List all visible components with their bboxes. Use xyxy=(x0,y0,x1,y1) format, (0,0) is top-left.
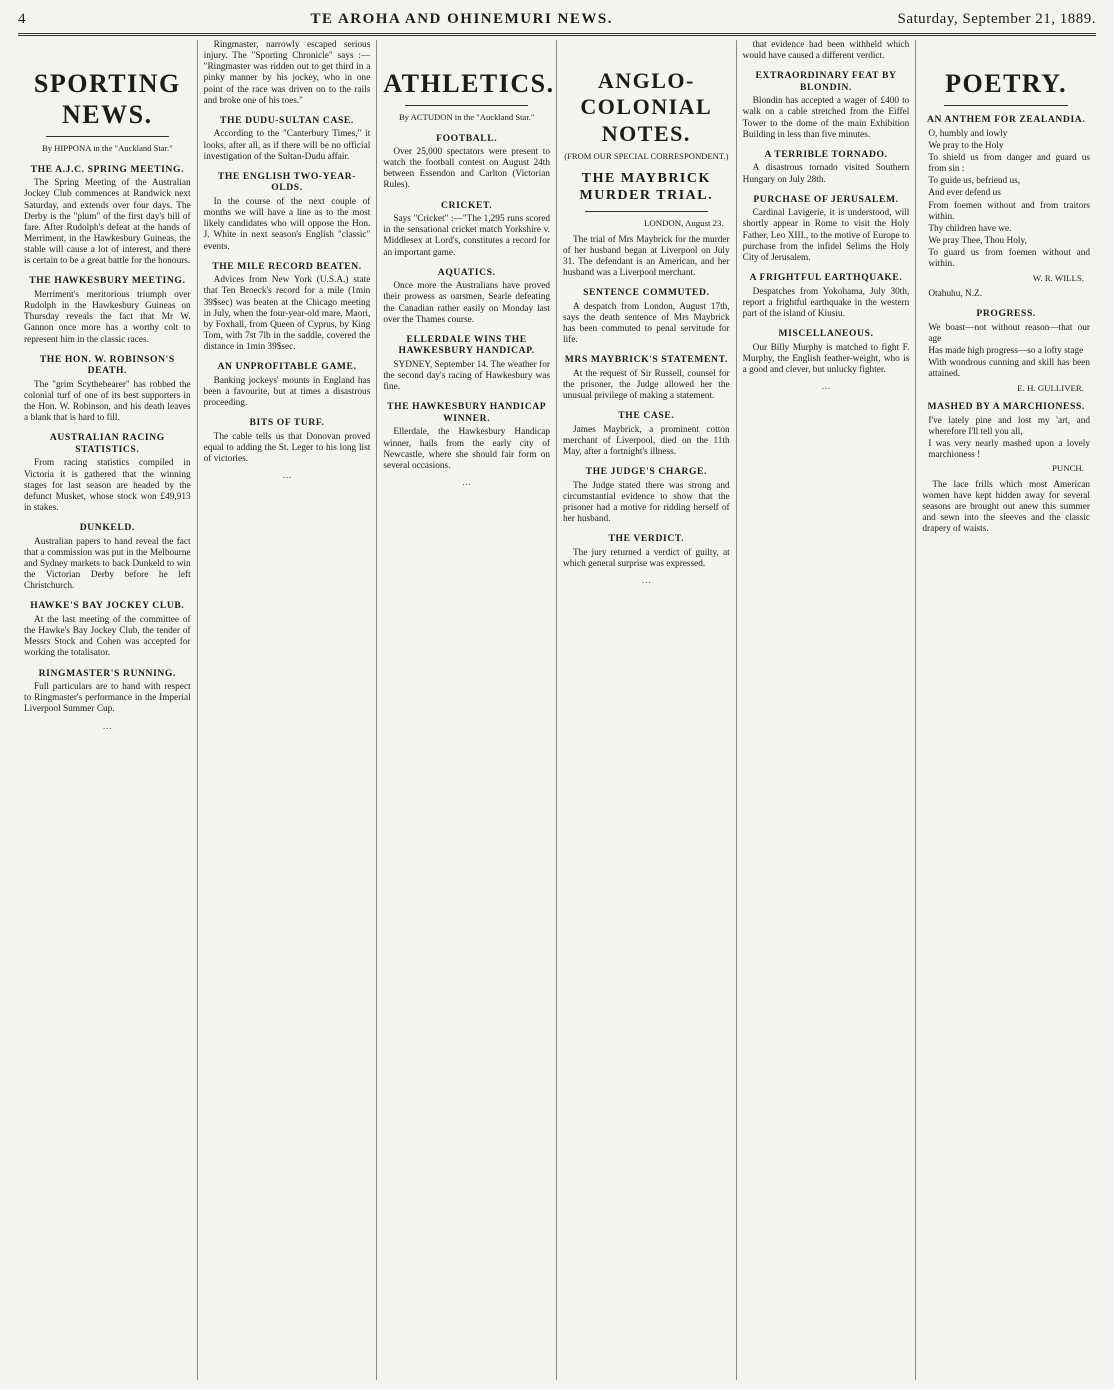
dateline: LONDON, August 23. xyxy=(643,218,724,229)
article-columns xyxy=(18,40,1096,1380)
section-title: THE HAWKESBURY MEETING. xyxy=(29,275,186,287)
racing-section-6 xyxy=(204,417,371,465)
section-text: Ringmaster, narrowly escaped serious injury. The "Sporting Chronicle" says :— "Ringmaster was ridden out to get third in a pinky manner by his jockey, who in one point of the race was driven on to the rails and broke one of his toes." xyxy=(203,40,371,106)
news-section-4 xyxy=(743,194,910,264)
continued-marker: … xyxy=(821,381,831,392)
divider xyxy=(405,105,528,106)
anglo-subheading: (FROM OUR SPECIAL CORRESPONDENT.) xyxy=(564,151,729,162)
poem-title: AN ANTHEM FOR ZEALANDIA. xyxy=(927,114,1086,126)
poem-line: O, humbly and lowly xyxy=(928,128,1008,139)
section-title: MRS MAYBRICK'S STATEMENT. xyxy=(564,354,728,366)
section-title: ELLERDALE WINS THE HAWKESBURY HANDICAP. xyxy=(398,333,535,357)
news-section-2 xyxy=(743,70,910,141)
continued-marker: … xyxy=(282,471,292,482)
section-text: Says "Cricket" :—"The 1,295 runs scored in the sensational cricket match Yorkshire v. Middlesex at Lord's, constitutes a record for an important game. xyxy=(383,214,550,258)
section-title: AQUATICS. xyxy=(437,266,496,278)
divider xyxy=(585,211,708,212)
section-text: SYDNEY, September 14. The weather for the second day's racing of Hawkesbury was fine. xyxy=(383,359,550,393)
section-text: A despatch from London, August 17th, says the death sentence of Mrs Maybrick has been commuted to penal servitude for life. xyxy=(563,301,730,346)
section-text: Cardinal Lavigerie, it is understood, will shortly appear in Rome to visit the Holy Father, Leo XIII., to the motive of Europe to purchase from the infidel Selims the Holy City of Jerusalem. xyxy=(742,208,910,263)
section-text: The jury returned a verdict of guilty, at which general surprise was expressed. xyxy=(563,547,730,570)
sporting-section-6 xyxy=(24,600,191,659)
section-text: Merriment's meritorious triumph over Rudolph in the Hawkesbury Guineas on Thursday reveals the fact that Mr W. Gannon once more has a worthy colt to represent him in the classic races. xyxy=(24,289,191,345)
section-text: The trial of Mrs Maybrick for the murder of her husband began at Liverpool on July 31. The defendant is an American, and her husband was a Liverpool merchant. xyxy=(563,234,730,279)
poem-line: To shield us from danger and guard us from sin : xyxy=(928,153,1090,175)
section-title: CRICKET. xyxy=(441,199,493,211)
masthead xyxy=(18,8,1096,36)
poem-author: PUNCH. xyxy=(1051,463,1084,474)
section-text: In the course of the next couple of months we will have a line as to the most likely candidates who will oppose the Hon. J. White in next season's English "classic" events. xyxy=(203,196,371,252)
poem-line: Thy children have we. xyxy=(928,223,1012,234)
section-title: THE CASE. xyxy=(618,410,675,422)
anglo-section-2 xyxy=(563,287,730,346)
poem-line: I was very nearly mashed upon a lovely marchioness ! xyxy=(928,438,1090,461)
newspaper-title: TE AROHA AND OHINEMURI NEWS. xyxy=(310,10,613,27)
athletics-heading: ATHLETICS. xyxy=(383,69,555,98)
racing-section-2 xyxy=(204,115,371,163)
column-poetry xyxy=(916,40,1096,1380)
racing-section-1 xyxy=(204,40,371,107)
section-title: FOOTBALL. xyxy=(436,132,498,144)
section-title: DUNKELD. xyxy=(79,522,135,534)
news-section-3 xyxy=(743,149,910,186)
continued-marker: … xyxy=(462,477,472,488)
section-text: The cable tells us that Donovan proved equal to adding the St. Leger to his long list of victories. xyxy=(203,431,371,465)
column-racing xyxy=(198,40,378,1380)
column-anglo-colonial xyxy=(557,40,737,1380)
section-title: THE HON. W. ROBINSON'S DEATH. xyxy=(39,353,175,377)
sporting-section-5 xyxy=(24,522,191,592)
section-text: A disastrous tornado visited Southern Hungary on July 28th. xyxy=(742,163,910,185)
section-title: HAWKE'S BAY JOCKEY CLUB. xyxy=(30,600,185,612)
section-title: THE ENGLISH TWO-YEAR-OLDS. xyxy=(217,170,357,194)
poem-title: MASHED BY A MARCHIONESS. xyxy=(927,401,1085,413)
news-section-5 xyxy=(743,272,910,320)
athletics-section-1 xyxy=(383,133,550,192)
section-text: James Maybrick, a prominent cotton merchant of Liverpool, died on the 11th May, after a fortnight's illness. xyxy=(563,424,730,458)
poem-title: PROGRESS. xyxy=(976,308,1036,320)
news-section-6 xyxy=(743,328,910,376)
poem-line: We pray Thee, Thou Holy, xyxy=(928,236,1027,247)
section-text: Advices from New York (U.S.A.) state that Ten Broeck's record for a mile (1min 39$sec) was beaten at the Chicago meeting in July, when the four-year-old mare, Maori, by Foxhall, from Queen of Cyprus, by King Tom, with 7st 7lb in the saddle, covered the distance in 1min 39$sec. xyxy=(203,275,371,353)
section-title: A TERRIBLE TORNADO. xyxy=(764,148,888,160)
poem-line: To guard us from foemen without and within. xyxy=(928,248,1090,270)
athletics-section-5 xyxy=(383,401,550,472)
column-athletics xyxy=(377,40,557,1380)
section-text: At the request of Sir Russell, counsel for the prisoner, the Judge allowed her the unusual privilege of making a statement. xyxy=(563,368,730,402)
issue-date: Saturday, September 21, 1889. xyxy=(897,10,1096,27)
poem-line: We boast—not without reason—that our age xyxy=(928,322,1090,344)
sporting-section-3 xyxy=(24,354,191,425)
column-news xyxy=(737,40,917,1380)
section-text: Ellerdale, the Hawkesbury Handicap winner, hails from the early city of Newcastle, where she should fair form on several occasions. xyxy=(383,427,550,471)
sporting-section-4 xyxy=(24,432,191,514)
poem-line: We pray to the Holy xyxy=(928,140,1004,151)
section-title: THE A.J.C. SPRING MEETING. xyxy=(30,163,185,175)
poetry-heading: POETRY. xyxy=(945,69,1068,98)
section-title: MISCELLANEOUS. xyxy=(778,328,874,339)
anglo-section-4 xyxy=(563,410,730,458)
section-title: SENTENCE COMMUTED. xyxy=(583,287,710,299)
poem-line: From foemen without and from traitors within. xyxy=(928,200,1090,222)
section-title: A FRIGHTFUL EARTHQUAKE. xyxy=(749,272,903,284)
section-text: At the last meeting of the committee of the Hawke's Bay Jockey Club, the tender of Messrs Stock and Cohen was accepted for working the totalisator. xyxy=(24,614,191,659)
poem-place: Otahuhu, N.Z. xyxy=(928,289,983,300)
section-text: Our Billy Murphy is matched to fight F. Murphy, the English feather-weight, who is a good and clever, but unlucky fighter. xyxy=(742,342,910,375)
section-text: According to the "Canterbury Times," it looks, after all, as if there will be no official investigation of the Sultan-Dudu affair. xyxy=(203,129,371,162)
poem-author: E. H. GULLIVER. xyxy=(1017,382,1084,393)
poem-line: And ever defend us xyxy=(928,188,1001,199)
sporting-section-1 xyxy=(24,164,191,268)
section-text: Full particulars are to hand with respect to Ringmaster's performance in the Imperial Liverpool Summer Cup. xyxy=(24,682,191,715)
section-text: that evidence had been withheld which would have caused a different verdict. xyxy=(742,40,910,62)
section-text: The "grim Scythebearer" has robbed the colonial turf of one of its best supporters in the Hon. W. Robinson, and his death leaves a blank that is hard to fill. xyxy=(24,379,191,424)
poem-line: To guide us, befriend us, xyxy=(928,176,1021,187)
poem-line: Has made high progress—so a lofty stage xyxy=(928,346,1084,357)
poem-line: I've lately pine and lost my 'art, and wherefore I'll tell you all, xyxy=(928,415,1090,437)
poem-line: With wondrous cunning and skill has been attained. xyxy=(928,358,1090,380)
news-section-1 xyxy=(743,40,910,62)
section-title: RINGMASTER'S RUNNING. xyxy=(38,667,176,679)
section-text: The Spring Meeting of the Australian Jockey Club commences at Randwick next Saturday, and extends over four days. The Derby is the "plum" of the first day's bill of fare. After Rudolph's defeat at the hands of Merriment, in the Hawkesbury Guineas, the stable will cause a lot of interest, and there is certain to be a great battle for the honours. xyxy=(24,178,191,267)
anglo-section-3 xyxy=(563,354,730,402)
section-title: EXTRAORDINARY FEAT BY BLONDIN. xyxy=(755,70,897,93)
maybrick-trial-title: THE MAYBRICK MURDER TRIAL. xyxy=(579,171,714,204)
section-title: AN UNPROFITABLE GAME. xyxy=(217,361,357,373)
continued-marker: … xyxy=(641,576,651,587)
section-title: AUSTRALIAN RACING STATISTICS. xyxy=(49,432,165,455)
anglo-section-5 xyxy=(563,466,730,525)
section-title: THE HAWKESBURY HANDICAP WINNER. xyxy=(387,401,547,424)
athletics-section-3 xyxy=(383,267,550,326)
section-text: Over 25,000 spectators were present to watch the football contest on August 24th between Essendon and Carlton (Victorian Rules). xyxy=(383,147,550,191)
athletics-section-2 xyxy=(383,200,550,259)
section-text: Blondin has accepted a wager of £400 to walk on a cable stretched from the Eiffel Tower to the dome of the main Exhibition Building in less than five minutes. xyxy=(742,96,910,140)
section-text: From racing statistics compiled in Victoria it is gathered that the winning stages for last season are headed by the defunct Musket, whose stock won £49,913 in stakes. xyxy=(24,458,191,513)
racing-section-4 xyxy=(204,261,371,354)
section-text: The Judge stated there was strong and circumstantial evidence to show that the prisoner had a motive for ridding herself of her husband. xyxy=(563,480,730,525)
section-text: Banking jockeys' mounts in England has been a favourite, but at times a disastrous proceeding. xyxy=(203,375,371,409)
poem-mashed xyxy=(922,416,1090,474)
athletics-byline: By ACTUDON in the "Auckland Star." xyxy=(398,112,535,123)
sporting-section-2 xyxy=(24,275,191,345)
section-text: Australian papers to hand reveal the fact that a commission was put in the Melbourne and Sydney markets to back Dunkeld to win the Victorian Derby before he left Christchurch. xyxy=(24,536,191,592)
section-title: BITS OF TURF. xyxy=(249,417,325,429)
column-sporting xyxy=(18,40,198,1380)
page-number: 4 xyxy=(18,10,26,27)
divider xyxy=(46,136,169,137)
sporting-section-7 xyxy=(24,668,191,716)
section-text: Despatches from Yokohama, July 30th, report a frightful earthquake in the western part of the island of Kiusiu. xyxy=(742,286,910,319)
section-title: PURCHASE OF JERUSALEM. xyxy=(753,193,899,205)
racing-section-5 xyxy=(204,361,371,409)
continued-marker: … xyxy=(102,721,112,732)
sporting-heading: SPORTING NEWS. xyxy=(33,69,181,130)
section-title: THE DUDU-SULTAN CASE. xyxy=(220,114,354,126)
anglo-section-1 xyxy=(563,235,730,280)
anglo-section-6 xyxy=(563,533,730,570)
section-title: THE JUDGE'S CHARGE. xyxy=(585,466,708,478)
section-title: THE MILE RECORD BEATEN. xyxy=(212,260,362,272)
section-title: THE VERDICT. xyxy=(608,533,685,545)
athletics-section-4 xyxy=(383,334,550,393)
poem-anthem xyxy=(922,129,1090,301)
divider xyxy=(944,105,1068,106)
sporting-byline: By HIPPONA in the "Auckland Star." xyxy=(41,143,173,154)
poem-author: W. R. WILLS. xyxy=(1032,272,1084,283)
anglo-heading: ANGLO-COLONIAL NOTES. xyxy=(580,68,713,146)
poem-progress xyxy=(922,323,1090,393)
fashion-note: The lace frills which most American women have kept hidden away for several seasons are brought out anew this summer and sewn into the sleeves and the classic drapery of waists. xyxy=(922,479,1090,535)
racing-section-3 xyxy=(204,171,371,253)
section-text: Once more the Australians have proved their prowess as oarsmen, Searle defeating the Canadian rather easily on Monday last over the Thames course. xyxy=(383,281,550,325)
